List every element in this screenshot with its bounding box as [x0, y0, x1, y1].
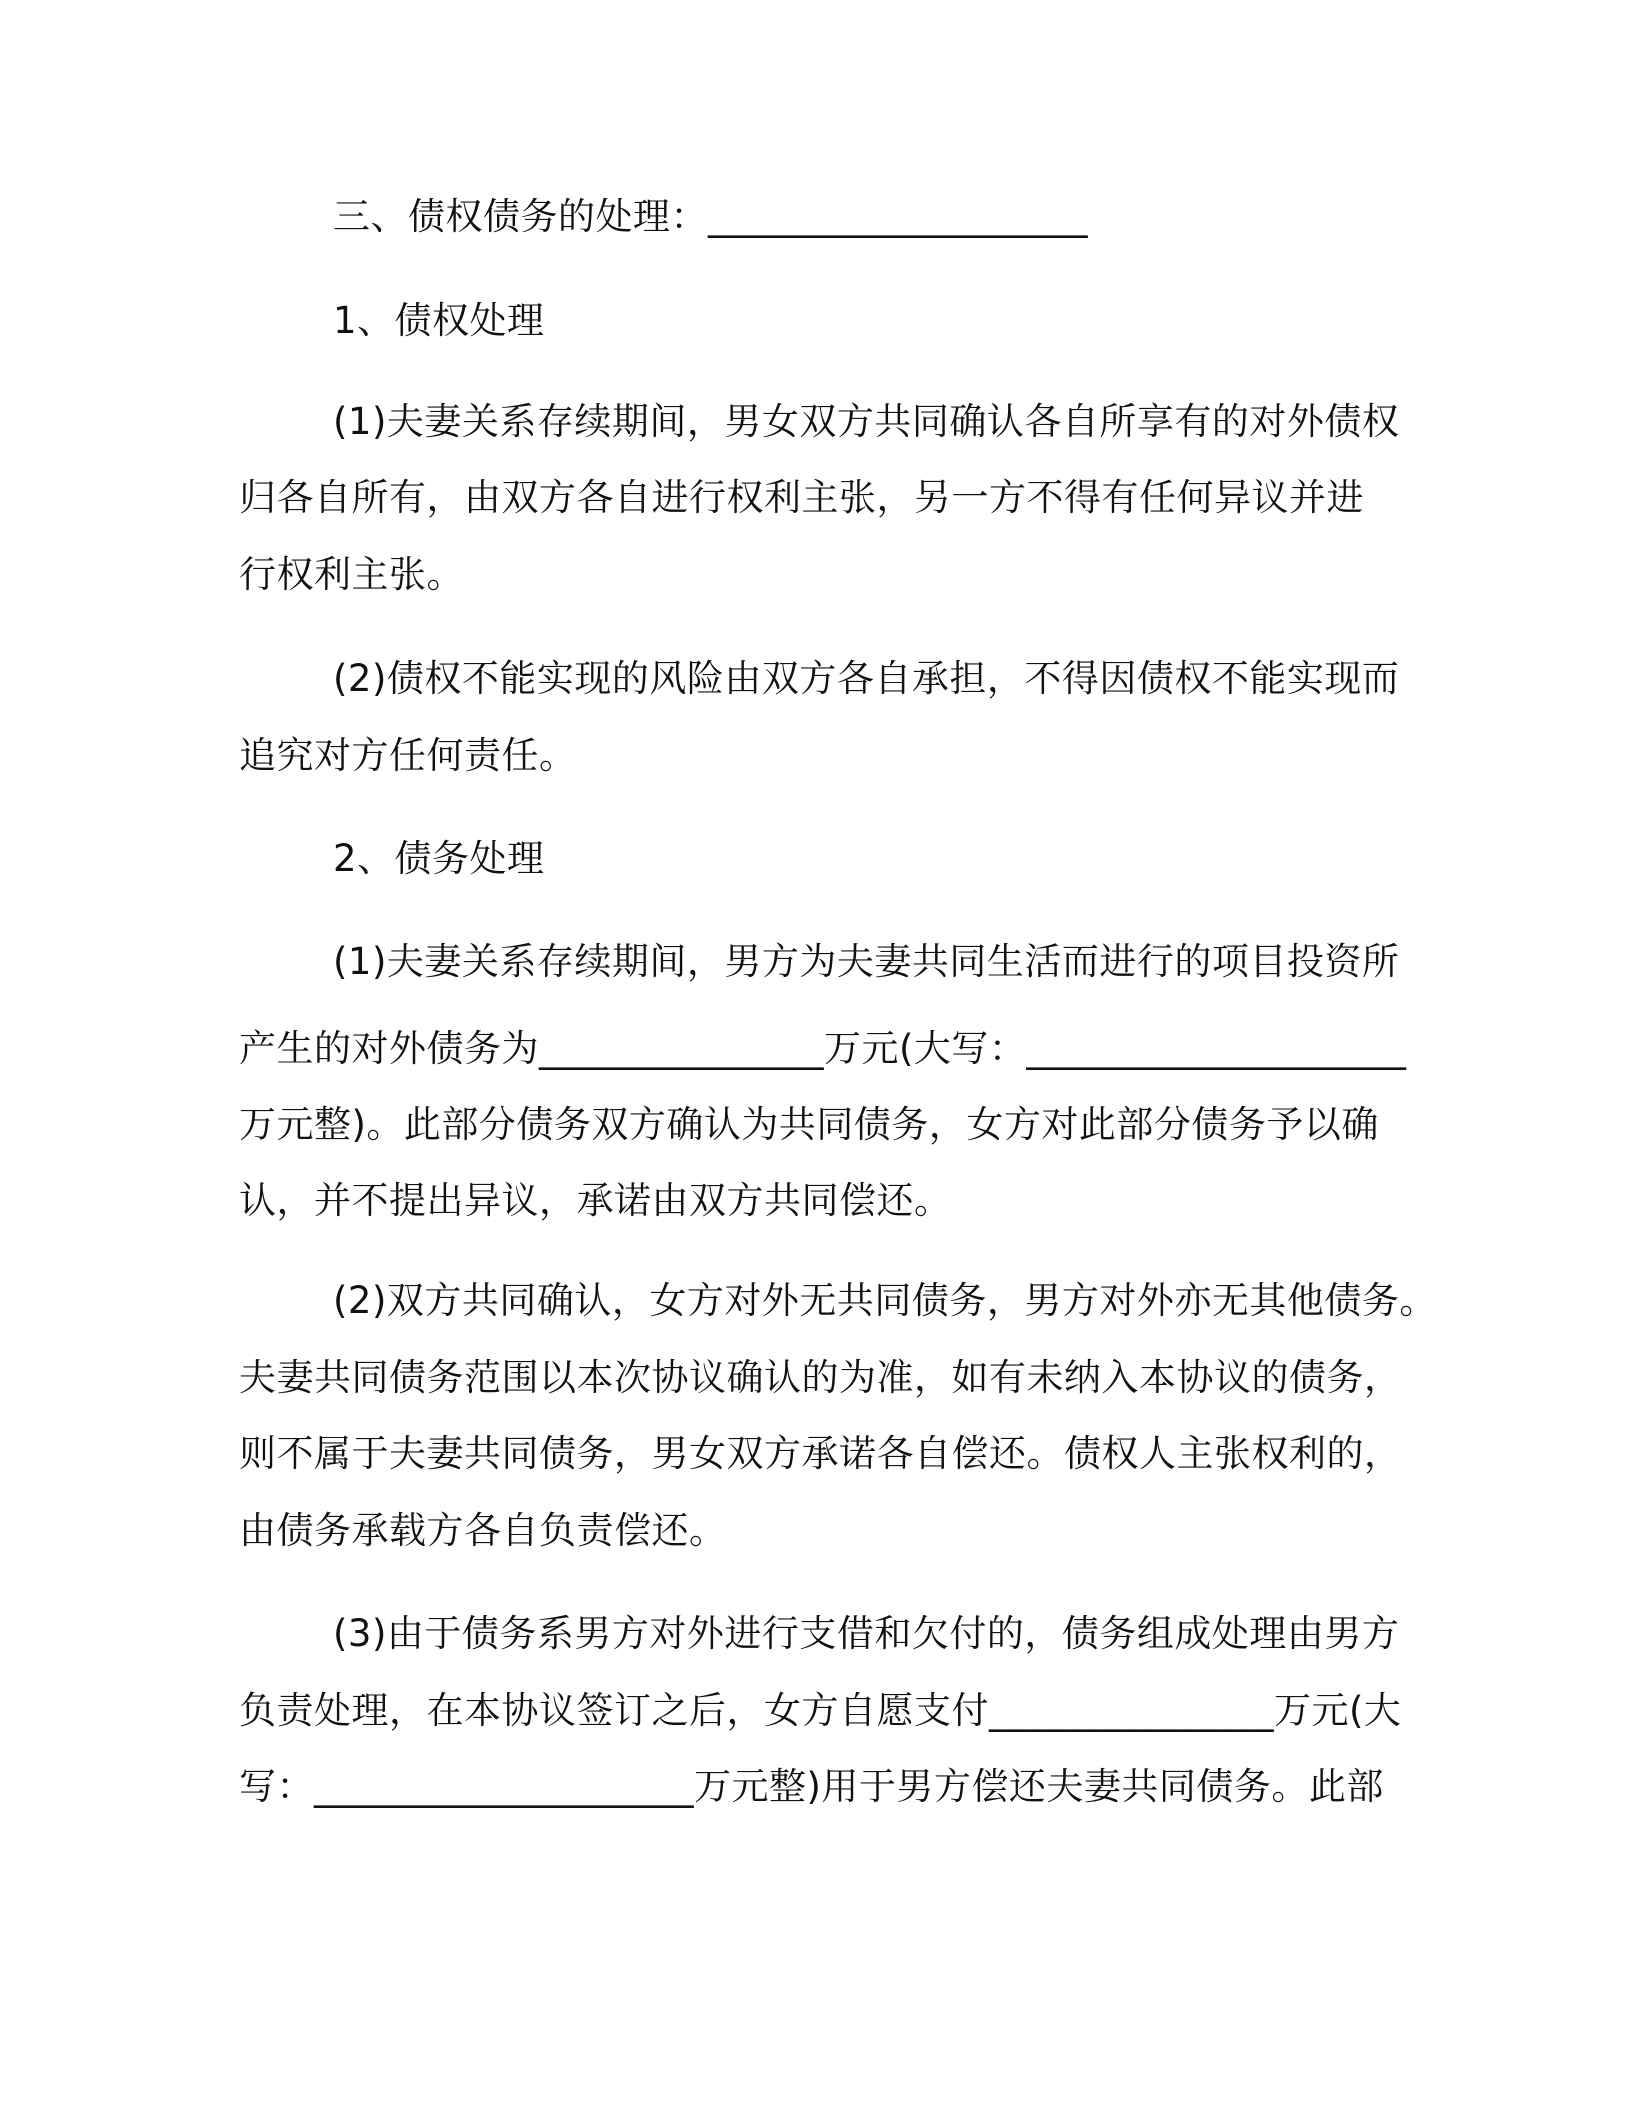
- paragraph-line: 写：____________________万元整)用于男方偿还夫妻共同债务。此部: [239, 1765, 1384, 1808]
- paragraph-line: (1)夫妻关系存续期间，男方为夫妻共同生活而进行的项目投资所: [333, 940, 1400, 983]
- section-heading: 三、债权债务的处理：____________________: [333, 195, 1088, 238]
- paragraph-line: 归各自所有，由双方各自进行权利主张，另一方不得有任何异议并进: [239, 476, 1364, 519]
- paragraph-line: (2)双方共同确认，女方对外无共同债务，男方对外亦无其他债务。: [333, 1279, 1437, 1322]
- paragraph-line: 产生的对外债务为_______________万元(大写：____________________: [239, 1027, 1407, 1070]
- paragraph-line: 则不属于夫妻共同债务，男女双方承诺各自偿还。债权人主张权利的，: [239, 1432, 1402, 1475]
- paragraph-line: 认，并不提出异议，承诺由双方共同偿还。: [239, 1179, 952, 1222]
- paragraph-line: 负责处理，在本协议签订之后，女方自愿支付_______________万元(大: [239, 1689, 1402, 1732]
- paragraph-line: (3)由于债务系男方对外进行支借和欠付的，债务组成处理由男方: [333, 1612, 1400, 1655]
- paragraph-line: (2)债权不能实现的风险由双方各自承担，不得因债权不能实现而: [333, 657, 1400, 700]
- paragraph-line: (1)夫妻关系存续期间，男女双方共同确认各自所享有的对外债权: [333, 400, 1400, 443]
- paragraph-line: 追究对方任何责任。: [239, 734, 577, 777]
- subsection-heading-creditor: 1、债权处理: [333, 299, 545, 342]
- paragraph-line: 夫妻共同债务范围以本次协议确认的为准，如有未纳入本协议的债务，: [239, 1356, 1402, 1399]
- paragraph-line: 由债务承载方各自负责偿还。: [239, 1509, 727, 1552]
- subsection-heading-debt: 2、债务处理: [333, 837, 545, 880]
- paragraph-line: 行权利主张。: [239, 553, 464, 596]
- paragraph-line: 万元整)。此部分债务双方确认为共同债务，女方对此部分债务予以确: [239, 1103, 1379, 1146]
